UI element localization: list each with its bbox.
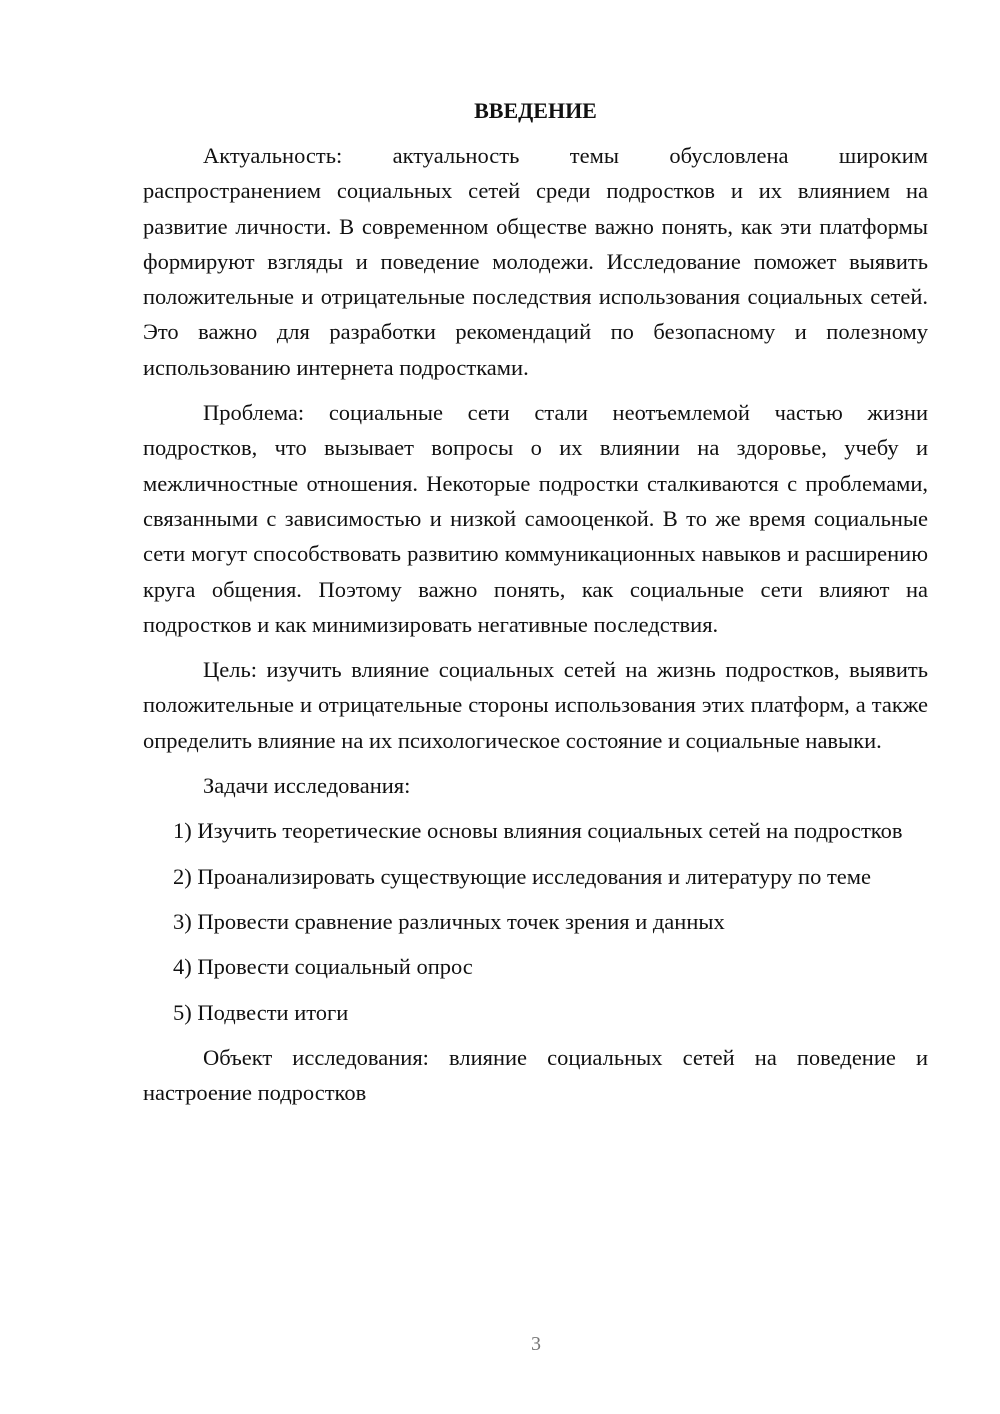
tasks-heading: Задачи исследования:	[203, 773, 411, 799]
relevance-paragraph: Актуальность: актуальность темы обусловлена широким распространением социальных сетей среди подростков и их влиянием на развитие личности. В современном обществе важно понять, как эти платформы формируют взгляды и поведение молодежи. Исследование поможет выявить положительные и отрицательные последствия использования социальных сетей. Это важно для разработки рекомендаций по безопасному и полезному использованию интернета подростками.	[143, 143, 928, 380]
goal-paragraph: Цель: изучить влияние социальных сетей на жизнь подростков, выявить положительные и отрицательные стороны использования этих платформ, а также определить влияние на их психологическое состояние и социальные навыки.	[143, 657, 928, 753]
task-item-4: 4) Провести социальный опрос	[173, 954, 473, 980]
task-item-3: 3) Провести сравнение различных точек зрения и данных	[173, 908, 725, 934]
page-title: ВВЕДЕНИЕ	[474, 98, 597, 123]
task-item-5: 5) Подвести итоги	[173, 999, 349, 1025]
task-item-2: 2) Проанализировать существующие исследования и литературу по теме	[173, 863, 871, 889]
page-content	[143, 96, 928, 1120]
object-paragraph: Объект исследования: влияние социальных сетей на поведение и настроение подростков	[143, 1044, 928, 1106]
problem-paragraph: Проблема: социальные сети стали неотъемлемой частью жизни подростков, что вызывает вопросы о их влиянии на здоровье, учебу и межличностные отношения. Некоторые подростки сталкиваются с проблемами, связанными с зависимостью и низкой самооценкой. В то же время социальные сети могут способствовать развитию коммуникационных навыков и расширению круга общения. Поэтому важно понять, как социальные сети влияют на подростков и как минимизировать негативные последствия.	[143, 400, 928, 637]
page-number: 3	[531, 1333, 541, 1355]
task-item-1: 1) Изучить теоретические основы влияния социальных сетей на подростков	[173, 818, 903, 844]
